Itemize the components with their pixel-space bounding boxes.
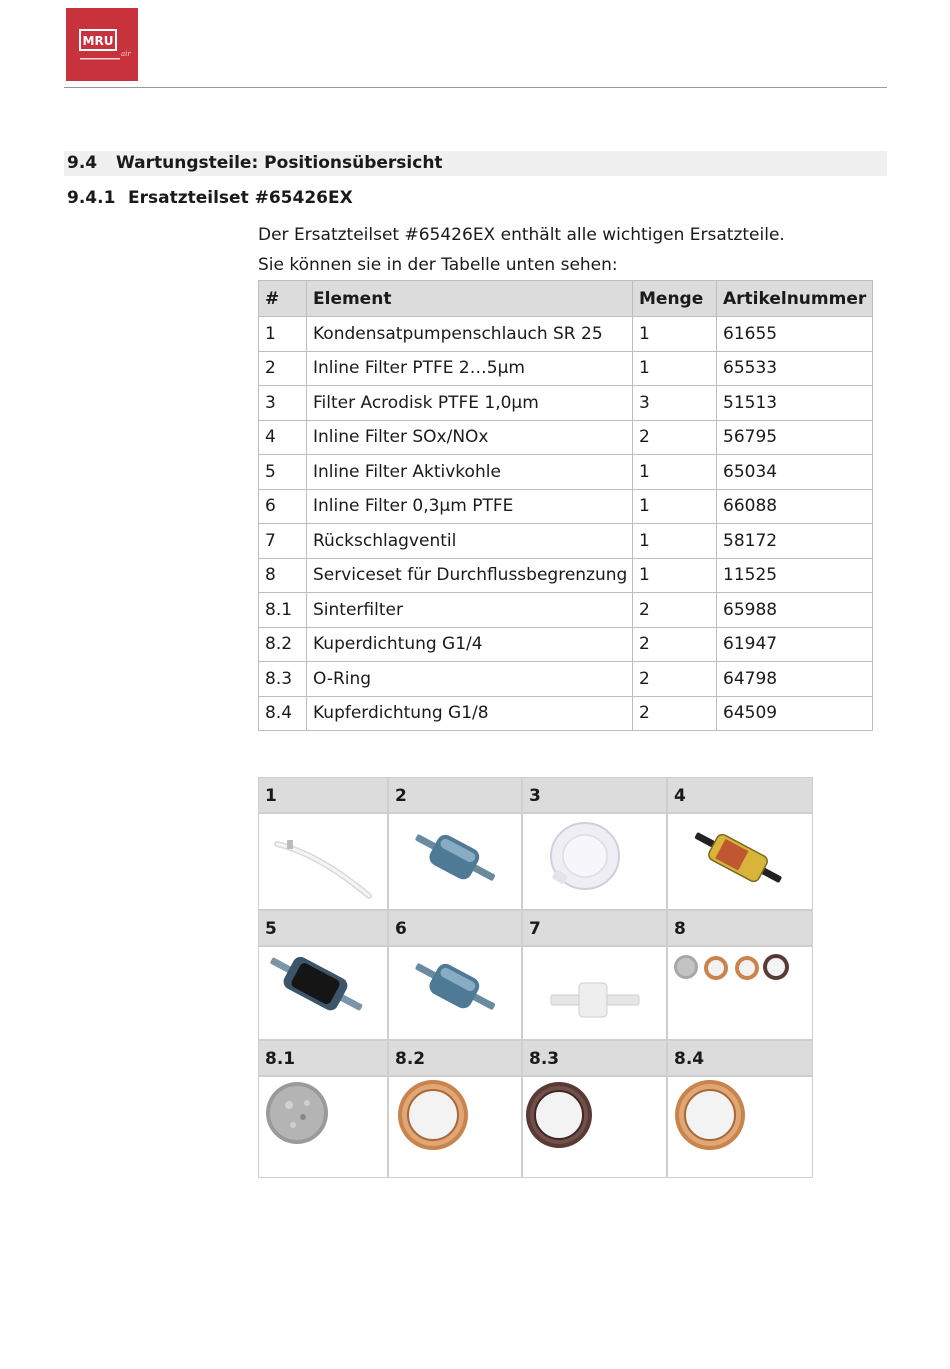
cell-quantity: 1 — [633, 558, 717, 593]
grid-label: 1 — [258, 777, 388, 813]
cell-article-number: 61655 — [717, 317, 873, 352]
grid-label: 8.4 — [667, 1040, 813, 1076]
table-row — [259, 593, 873, 628]
svg-text:MRU: MRU — [82, 34, 114, 48]
table-row — [259, 524, 873, 559]
subsection-number: 9.4.1 — [67, 188, 116, 208]
cell-quantity: 2 — [633, 593, 717, 628]
intro-paragraph — [258, 220, 878, 280]
cell-article-number: 64798 — [717, 662, 873, 697]
check-valve-image — [522, 946, 667, 1040]
cell-number: 5 — [259, 455, 307, 490]
table-row — [259, 696, 873, 731]
grid-label: 7 — [522, 910, 667, 946]
cell-quantity: 1 — [633, 455, 717, 490]
cell-article-number: 58172 — [717, 524, 873, 559]
cell-element: Inline Filter SOx/NOx — [307, 420, 633, 455]
intro-line-2: Sie können sie in der Tabelle unten sehen: — [258, 255, 618, 275]
cell-number: 8.1 — [259, 593, 307, 628]
section-number: 9.4 — [67, 153, 98, 173]
cell-element: Kuperdichtung G1/4 — [307, 627, 633, 662]
cell-quantity: 2 — [633, 696, 717, 731]
cell-quantity: 1 — [633, 317, 717, 352]
acrodisk-filter-image — [522, 813, 667, 910]
cell-quantity: 2 — [633, 420, 717, 455]
parts-table — [258, 280, 873, 731]
table-row — [259, 317, 873, 352]
section-heading — [64, 151, 887, 176]
cell-number: 8.4 — [259, 696, 307, 731]
table-body — [259, 317, 873, 731]
inline-filter-activated-carbon-image — [258, 946, 388, 1040]
col-header-element: Element — [307, 281, 633, 317]
cell-element: Filter Acrodisk PTFE 1,0µm — [307, 386, 633, 421]
cell-quantity: 2 — [633, 662, 717, 697]
cell-element: Kondensatpumpenschlauch SR 25 — [307, 317, 633, 352]
cell-article-number: 61947 — [717, 627, 873, 662]
cell-element: Rückschlagventil — [307, 524, 633, 559]
subsection-title: Ersatzteilset #65426EX — [128, 188, 353, 208]
section-title: Wartungsteile: Positionsübersicht — [116, 153, 443, 173]
sinter-filter-image — [258, 1076, 388, 1178]
table-row — [259, 420, 873, 455]
copper-seal-g18-image — [667, 1076, 813, 1178]
cell-element: Inline Filter Aktivkohle — [307, 455, 633, 490]
cell-number: 4 — [259, 420, 307, 455]
grid-label: 5 — [258, 910, 388, 946]
cell-article-number: 65034 — [717, 455, 873, 490]
grid-label: 8.3 — [522, 1040, 667, 1076]
cell-article-number: 65533 — [717, 351, 873, 386]
grid-label: 8 — [667, 910, 813, 946]
cell-number: 8 — [259, 558, 307, 593]
hose-image — [258, 813, 388, 910]
cell-article-number: 64509 — [717, 696, 873, 731]
cell-number: 6 — [259, 489, 307, 524]
cell-element: Serviceset für Durchflussbegrenzung — [307, 558, 633, 593]
cell-quantity: 3 — [633, 386, 717, 421]
cell-article-number: 66088 — [717, 489, 873, 524]
table-row — [259, 455, 873, 490]
cell-quantity: 1 — [633, 524, 717, 559]
table-row — [259, 489, 873, 524]
cell-number: 8.2 — [259, 627, 307, 662]
col-header-number: # — [259, 281, 307, 317]
intro-line-1: Der Ersatzteilset #65426EX enthält alle wichtigen Ersatzteile. — [258, 225, 785, 245]
inline-filter-03um-image — [388, 946, 522, 1040]
cell-quantity: 1 — [633, 489, 717, 524]
cell-element: Kupferdichtung G1/8 — [307, 696, 633, 731]
cell-element: Inline Filter 0,3µm PTFE — [307, 489, 633, 524]
o-ring-image — [522, 1076, 667, 1178]
table-row — [259, 386, 873, 421]
svg-text:air: air — [121, 50, 131, 58]
inline-filter-ptfe-image — [388, 813, 522, 910]
cell-element: O-Ring — [307, 662, 633, 697]
copper-seal-g14-image — [388, 1076, 522, 1178]
grid-label: 4 — [667, 777, 813, 813]
header-divider — [64, 87, 887, 88]
parts-image-grid — [258, 777, 813, 1178]
cell-article-number: 65988 — [717, 593, 873, 628]
cell-article-number: 51513 — [717, 386, 873, 421]
cell-number: 7 — [259, 524, 307, 559]
cell-quantity: 1 — [633, 351, 717, 386]
cell-article-number: 56795 — [717, 420, 873, 455]
cell-quantity: 2 — [633, 627, 717, 662]
cell-number: 3 — [259, 386, 307, 421]
company-logo — [66, 8, 138, 81]
cell-article-number: 11525 — [717, 558, 873, 593]
table-row — [259, 558, 873, 593]
table-row — [259, 627, 873, 662]
table-row — [259, 351, 873, 386]
grid-label: 3 — [522, 777, 667, 813]
cell-element: Sinterfilter — [307, 593, 633, 628]
grid-label: 8.2 — [388, 1040, 522, 1076]
col-header-article: Artikelnummer — [717, 281, 873, 317]
cell-number: 1 — [259, 317, 307, 352]
col-header-quantity: Menge — [633, 281, 717, 317]
inline-filter-soxnox-image — [667, 813, 813, 910]
table-header-row — [259, 281, 873, 317]
subsection-heading — [64, 186, 464, 211]
grid-label: 2 — [388, 777, 522, 813]
table-row — [259, 662, 873, 697]
service-set-image — [667, 946, 813, 1040]
cell-element: Inline Filter PTFE 2…5µm — [307, 351, 633, 386]
cell-number: 2 — [259, 351, 307, 386]
grid-label: 8.1 — [258, 1040, 388, 1076]
cell-number: 8.3 — [259, 662, 307, 697]
grid-label: 6 — [388, 910, 522, 946]
